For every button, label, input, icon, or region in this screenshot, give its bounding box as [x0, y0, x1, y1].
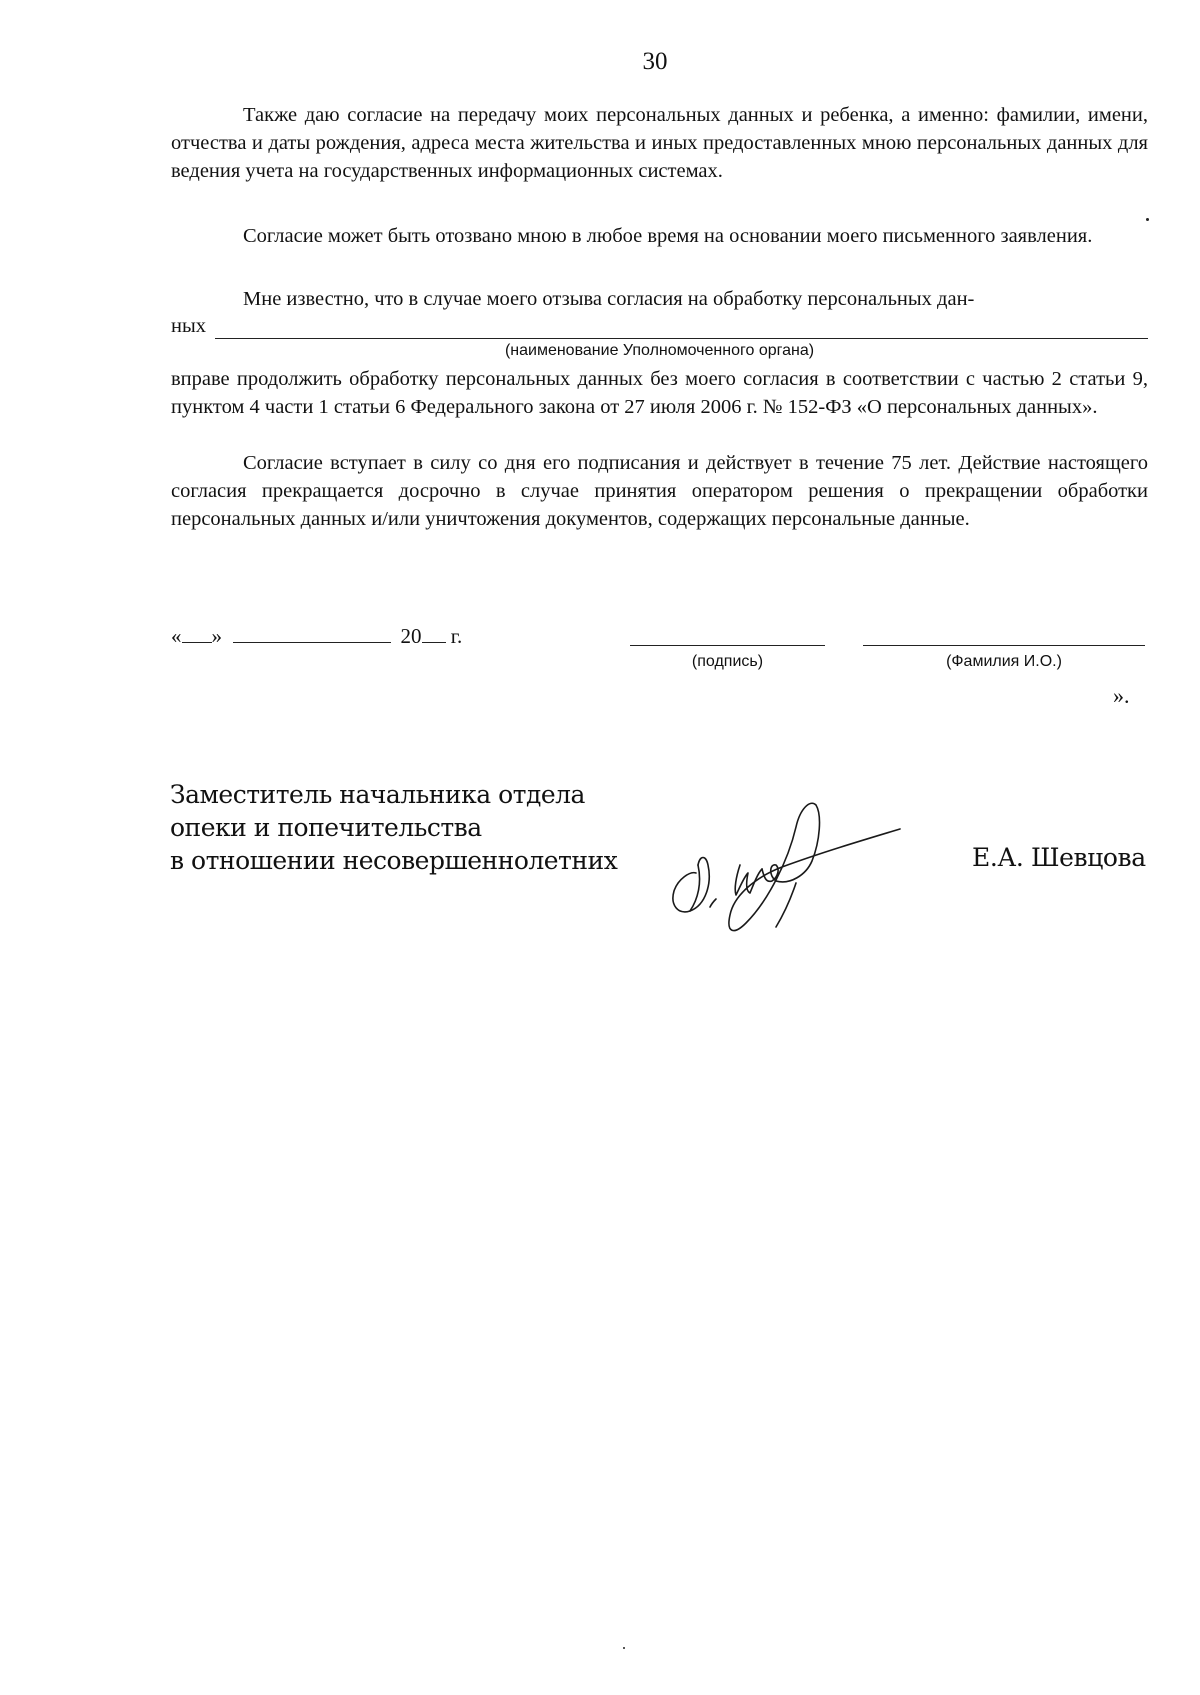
organ-name-caption: (наименование Уполномоченного органа) — [504, 342, 815, 359]
month-blank[interactable] — [233, 622, 391, 643]
scan-speck — [1146, 218, 1149, 221]
year-prefix: 20 — [400, 624, 422, 648]
scan-speck — [623, 1647, 625, 1649]
organ-name-field[interactable] — [171, 312, 1148, 342]
day-blank[interactable] — [182, 622, 212, 643]
handwritten-signature — [650, 765, 950, 950]
year-suffix: г. — [450, 624, 463, 648]
full-name-caption: (Фамилия И.О.) — [946, 653, 1062, 670]
paragraph-known-consequences: Мне известно, что в случае моего отзыва согласия на обработку персональных дан- — [243, 288, 975, 310]
official-position-line2: опеки и попечительства — [170, 813, 482, 842]
date-open-quote: « — [171, 624, 182, 648]
date-close-quote: » — [211, 624, 222, 648]
signature-field[interactable] — [630, 645, 825, 646]
paragraph-consent-validity: Согласие вступает в силу со дня его подписания и действует в течение 75 лет. Действие настоящего согласия прекращается досрочно в случае принятия оператором решения о прекращении обработки персональных данных и/или уничтожения документов, содержащих персональные данные. — [171, 452, 1148, 530]
organ-name-underline — [215, 338, 1148, 339]
signature-caption: (подпись) — [691, 653, 764, 670]
official-position-line3: в отношении несовершеннолетних — [170, 846, 618, 875]
paragraph-known-consequences-tail: ных — [171, 315, 206, 337]
paragraph-consent-transfer: Также даю согласие на передачу моих персональных данных и ребенка, а именно: фамилии, имени, отчества и даты рождения, адреса места жительства и иных предоставленных мною персональных данных для ведения учета на государственных информационных системах. — [171, 104, 1148, 182]
year-blank[interactable] — [422, 622, 446, 643]
paragraph-consent-revocation: Согласие может быть отозвано мною в любое время на основании моего письменного заявления. — [243, 225, 1093, 247]
full-name-field[interactable] — [863, 645, 1145, 646]
closing-quote-mark: ». — [1113, 683, 1130, 708]
official-name: Е.А. Шевцова — [972, 843, 1146, 872]
official-position — [170, 778, 617, 877]
page-number: 30 — [642, 48, 668, 75]
date-field[interactable] — [171, 622, 462, 649]
official-position-line1: Заместитель начальника отдела — [170, 780, 585, 809]
paragraph-processing-continuation: вправе продолжить обработку персональных данных без моего согласия в соответствии с частью 2 статьи 9, пунктом 4 части 1 статьи 6 Федерального закона от 27 июля 2006 г. № 152-ФЗ «О персональных данных». — [171, 368, 1148, 418]
